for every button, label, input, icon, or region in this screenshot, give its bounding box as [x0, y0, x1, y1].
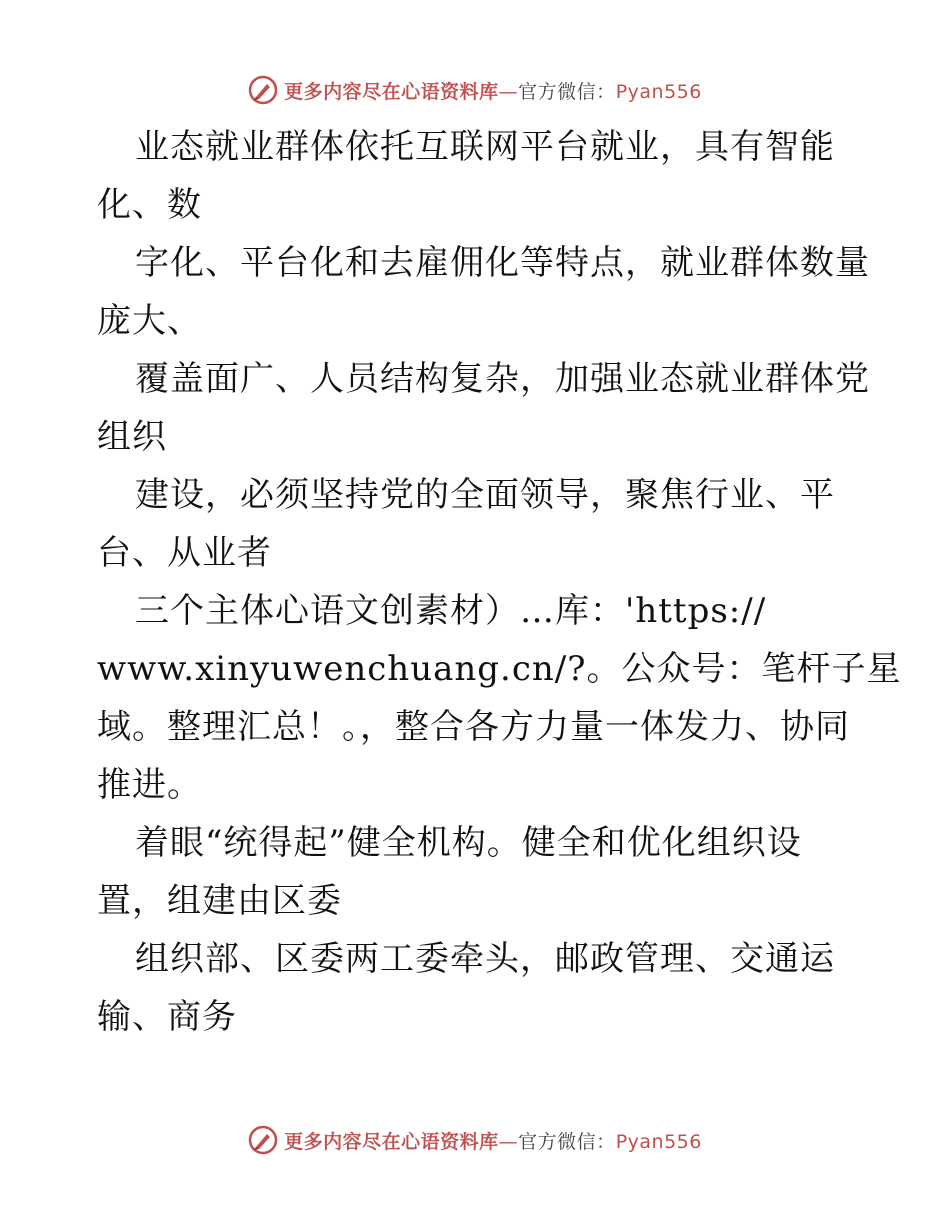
banner-site-name: 更多内容尽在心语资料库 [284, 80, 499, 103]
text-line: 字化、平台化和去雇佣化等特点，就业群体数量 [135, 243, 870, 283]
text-line: 着眼“统得起”健全机构。健全和优化组织设 [135, 823, 802, 863]
text-line: 三个主体心语文创素材）…库：'https:// [135, 591, 767, 631]
banner-dash: — [498, 1130, 519, 1153]
text-line: 输、商务 [97, 997, 237, 1037]
text-line: www.xinyuwenchuang.cn/?。公众号：笔杆子星 [97, 649, 902, 689]
text-line: 建设，必须坚持党的全面领导，聚焦行业、平 [135, 475, 835, 515]
pen-logo-icon [248, 75, 278, 105]
banner-text [284, 1127, 702, 1154]
text-line: 覆盖面广、人员结构复杂，加强业态就业群体党 [135, 359, 870, 399]
text-line: 组织 [97, 417, 167, 457]
text-line: 置，组建由区委 [97, 881, 342, 921]
pen-logo-icon [248, 1125, 278, 1155]
banner-dash: — [498, 80, 519, 103]
banner-site-name: 更多内容尽在心语资料库 [284, 1130, 499, 1153]
text-line: 化、数 [97, 185, 202, 225]
banner-wechat-id: Pyan556 [615, 1130, 702, 1153]
banner-wechat-id: Pyan556 [615, 80, 702, 103]
text-line: 组织部、区委两工委牵头，邮政管理、交通运 [135, 939, 835, 979]
text-line: 域。整理汇总！。，整合各方力量一体发力、协同 [97, 707, 850, 747]
text-line: 台、从业者 [97, 533, 272, 573]
header-banner [0, 70, 950, 110]
banner-text [284, 77, 702, 104]
document-body [97, 118, 902, 1046]
text-line: 业态就业群体依托互联网平台就业，具有智能 [135, 127, 835, 167]
footer-banner [0, 1120, 950, 1160]
banner-wechat-label: 官方微信： [518, 1130, 616, 1153]
text-line: 庞大、 [97, 301, 202, 341]
text-line: 推进。 [97, 765, 202, 805]
banner-wechat-label: 官方微信： [518, 80, 616, 103]
